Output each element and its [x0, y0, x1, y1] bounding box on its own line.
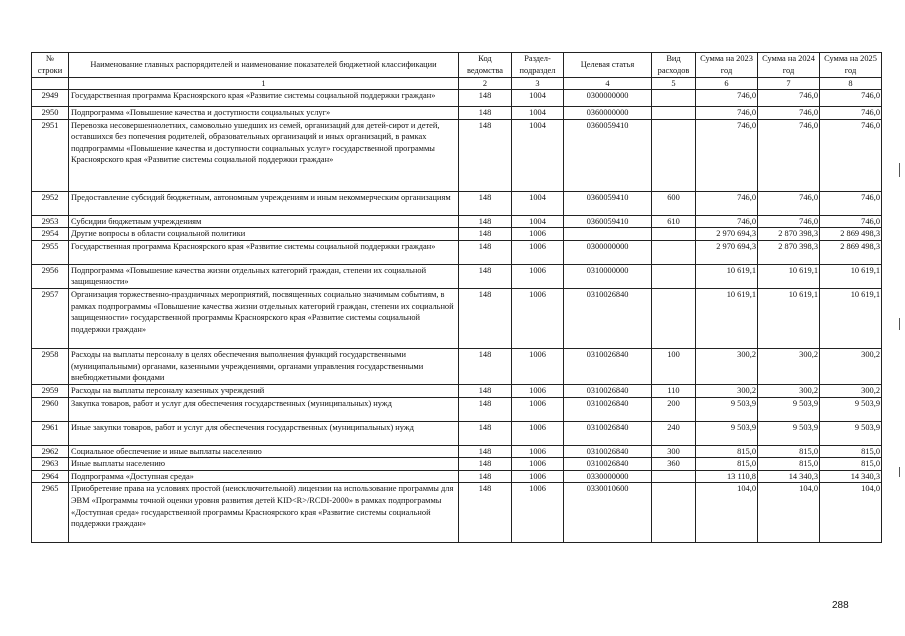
sum-2024: 746,0: [758, 90, 820, 107]
target-article: 0300000000: [564, 240, 652, 264]
sum-2025: 746,0: [820, 90, 882, 107]
sum-2025: 10 619,1: [820, 264, 882, 288]
target-article: 0360059410: [564, 119, 652, 191]
row-name: Подпрограмма «Повышение качества и доступности социальных услуг»: [69, 107, 459, 120]
expense-type: 200: [652, 397, 696, 421]
row-name: Государственная программа Красноярского края «Развитие системы социальной поддержки граждан»: [69, 240, 459, 264]
row-name: Предоставление субсидий бюджетным, автономным учреждениям и иным некоммерческим организациям: [69, 191, 459, 215]
header-target-article: Целевая статья: [564, 53, 652, 78]
row-name: Перевозка несовершеннолетних, самовольно ушедших из семей, организаций для детей-сирот и детей, оставшихся без попечения родителей, образовательных организаций и иных организаций, в рамках подпрограммы «Повышение качества и доступности социальных услуг» государственной программы Красноярского края «Развитие системы социальной поддержки граждан»: [69, 119, 459, 191]
row-number: 2955: [32, 240, 69, 264]
sum-2025: 746,0: [820, 119, 882, 191]
department-code: 148: [459, 228, 512, 241]
table-row: [32, 421, 882, 445]
target-article: 0310026840: [564, 288, 652, 348]
department-code: 148: [459, 107, 512, 120]
budget-table: [31, 52, 882, 543]
target-article: 0310000000: [564, 264, 652, 288]
expense-type: 240: [652, 421, 696, 445]
section-code: 1006: [512, 483, 564, 543]
row-number: 2961: [32, 421, 69, 445]
sum-2025: 746,0: [820, 215, 882, 228]
sum-2023: 746,0: [696, 215, 758, 228]
section-code: 1004: [512, 191, 564, 215]
section-code: 1006: [512, 348, 564, 384]
sum-2023: 10 619,1: [696, 288, 758, 348]
sum-2024: 2 870 398,3: [758, 240, 820, 264]
sum-2024: 746,0: [758, 107, 820, 120]
department-code: 148: [459, 264, 512, 288]
section-code: 1006: [512, 421, 564, 445]
target-article: 0360000000: [564, 107, 652, 120]
section-code: 1006: [512, 397, 564, 421]
row-number: 2952: [32, 191, 69, 215]
target-article: 0310026840: [564, 397, 652, 421]
scan-edge-mark: [899, 163, 900, 177]
row-number: 2957: [32, 288, 69, 348]
sum-2025: 300,2: [820, 348, 882, 384]
department-code: 148: [459, 90, 512, 107]
row-number: 2958: [32, 348, 69, 384]
sum-2023: 815,0: [696, 445, 758, 458]
expense-type: [652, 483, 696, 543]
row-number: 2962: [32, 445, 69, 458]
row-number: 2953: [32, 215, 69, 228]
sum-2024: 2 870 398,3: [758, 228, 820, 241]
table-row: [32, 458, 882, 471]
expense-type: [652, 90, 696, 107]
row-number: 2954: [32, 228, 69, 241]
department-code: 148: [459, 348, 512, 384]
sum-2024: 746,0: [758, 119, 820, 191]
expense-type: 610: [652, 215, 696, 228]
department-code: 148: [459, 240, 512, 264]
expense-type: [652, 119, 696, 191]
column-number: 4: [564, 78, 652, 90]
target-article: [564, 228, 652, 241]
sum-2024: 746,0: [758, 215, 820, 228]
table-row: [32, 397, 882, 421]
section-code: 1004: [512, 107, 564, 120]
table-row: [32, 470, 882, 483]
sum-2025: 300,2: [820, 384, 882, 397]
column-number-row: [32, 78, 882, 90]
row-number: 2960: [32, 397, 69, 421]
column-number: 7: [758, 78, 820, 90]
header-expense-type: Вид расходов: [652, 53, 696, 78]
table-row: [32, 240, 882, 264]
sum-2025: 10 619,1: [820, 288, 882, 348]
row-name: Другие вопросы в области социальной политики: [69, 228, 459, 241]
expense-type: [652, 470, 696, 483]
department-code: 148: [459, 288, 512, 348]
table-row: [32, 483, 882, 543]
expense-type: 110: [652, 384, 696, 397]
sum-2024: 9 503,9: [758, 397, 820, 421]
header-row-number: № строки: [32, 53, 69, 78]
expense-type: 100: [652, 348, 696, 384]
header-section: Раздел-подраздел: [512, 53, 564, 78]
department-code: 148: [459, 421, 512, 445]
row-name: Расходы на выплаты персоналу в целях обеспечения выполнения функций государственными (муниципальными) органами, казенными учреждениями, органами управления государственными внебюджетными фондами: [69, 348, 459, 384]
department-code: 148: [459, 483, 512, 543]
row-name: Социальное обеспечение и иные выплаты населению: [69, 445, 459, 458]
expense-type: [652, 264, 696, 288]
table-row: [32, 348, 882, 384]
sum-2023: 746,0: [696, 90, 758, 107]
budget-document: [31, 52, 881, 543]
department-code: 148: [459, 458, 512, 471]
table-row: [32, 119, 882, 191]
table-row: [32, 384, 882, 397]
sum-2025: 746,0: [820, 107, 882, 120]
department-code: 148: [459, 191, 512, 215]
target-article: 0330010600: [564, 483, 652, 543]
section-code: 1004: [512, 119, 564, 191]
sum-2023: 9 503,9: [696, 421, 758, 445]
sum-2023: 104,0: [696, 483, 758, 543]
target-article: 0310026840: [564, 384, 652, 397]
sum-2023: 815,0: [696, 458, 758, 471]
row-number: 2951: [32, 119, 69, 191]
table-row: [32, 228, 882, 241]
target-article: 0310026840: [564, 445, 652, 458]
row-number: 2965: [32, 483, 69, 543]
section-code: 1006: [512, 228, 564, 241]
scan-edge-mark: [899, 318, 900, 330]
section-code: 1006: [512, 470, 564, 483]
sum-2023: 746,0: [696, 191, 758, 215]
sum-2023: 9 503,9: [696, 397, 758, 421]
expense-type: [652, 240, 696, 264]
header-sum-2025: Сумма на 2025 год: [820, 53, 882, 78]
row-name: Расходы на выплаты персоналу казенных учреждений: [69, 384, 459, 397]
scan-edge-mark: [899, 467, 900, 477]
sum-2025: 9 503,9: [820, 397, 882, 421]
column-number: 3: [512, 78, 564, 90]
sum-2024: 14 340,3: [758, 470, 820, 483]
row-name: Закупка товаров, работ и услуг для обеспечения государственных (муниципальных) нужд: [69, 397, 459, 421]
table-row: [32, 107, 882, 120]
department-code: 148: [459, 397, 512, 421]
row-number: 2950: [32, 107, 69, 120]
sum-2025: 104,0: [820, 483, 882, 543]
row-number: 2959: [32, 384, 69, 397]
target-article: 0300000000: [564, 90, 652, 107]
section-code: 1006: [512, 458, 564, 471]
section-code: 1006: [512, 445, 564, 458]
sum-2023: 2 970 694,3: [696, 240, 758, 264]
sum-2023: 13 110,8: [696, 470, 758, 483]
row-name: Субсидии бюджетным учреждениям: [69, 215, 459, 228]
department-code: 148: [459, 445, 512, 458]
sum-2025: 9 503,9: [820, 421, 882, 445]
department-code: 148: [459, 470, 512, 483]
section-code: 1004: [512, 90, 564, 107]
row-name: Иные закупки товаров, работ и услуг для обеспечения государственных (муниципальных) нужд: [69, 421, 459, 445]
row-name: Подпрограмма «Повышение качества жизни отдельных категорий граждан, степени их социальной защищенности»: [69, 264, 459, 288]
expense-type: 600: [652, 191, 696, 215]
section-code: 1006: [512, 264, 564, 288]
target-article: 0360059410: [564, 215, 652, 228]
sum-2025: 746,0: [820, 191, 882, 215]
column-number: 2: [459, 78, 512, 90]
header-name: Наименование главных распорядителей и наименование показателей бюджетной классификации: [69, 53, 459, 78]
sum-2023: 2 970 694,3: [696, 228, 758, 241]
row-number: 2956: [32, 264, 69, 288]
target-article: 0310026840: [564, 348, 652, 384]
expense-type: [652, 107, 696, 120]
sum-2024: 300,2: [758, 384, 820, 397]
sum-2024: 300,2: [758, 348, 820, 384]
target-article: 0310026840: [564, 421, 652, 445]
sum-2025: 2 869 498,3: [820, 240, 882, 264]
department-code: 148: [459, 119, 512, 191]
target-article: 0360059410: [564, 191, 652, 215]
sum-2025: 815,0: [820, 458, 882, 471]
sum-2023: 300,2: [696, 348, 758, 384]
sum-2023: 10 619,1: [696, 264, 758, 288]
row-number: 2949: [32, 90, 69, 107]
sum-2024: 815,0: [758, 458, 820, 471]
header-row: [32, 53, 882, 78]
section-code: 1006: [512, 288, 564, 348]
sum-2023: 746,0: [696, 119, 758, 191]
sum-2023: 300,2: [696, 384, 758, 397]
row-name: Подпрограмма «Доступная среда»: [69, 470, 459, 483]
target-article: 0310026840: [564, 458, 652, 471]
sum-2025: 815,0: [820, 445, 882, 458]
column-number: 6: [696, 78, 758, 90]
sum-2023: 746,0: [696, 107, 758, 120]
table-row: [32, 191, 882, 215]
section-code: 1006: [512, 384, 564, 397]
section-code: 1006: [512, 240, 564, 264]
sum-2024: 104,0: [758, 483, 820, 543]
sum-2024: 9 503,9: [758, 421, 820, 445]
column-number-blank: [32, 78, 69, 90]
header-sum-2024: Сумма на 2024 год: [758, 53, 820, 78]
sum-2024: 10 619,1: [758, 264, 820, 288]
expense-type: [652, 228, 696, 241]
expense-type: [652, 288, 696, 348]
section-code: 1004: [512, 215, 564, 228]
department-code: 148: [459, 215, 512, 228]
sum-2024: 10 619,1: [758, 288, 820, 348]
row-number: 2964: [32, 470, 69, 483]
sum-2024: 746,0: [758, 191, 820, 215]
column-number: 8: [820, 78, 882, 90]
page-number: 288: [832, 600, 849, 611]
sum-2024: 815,0: [758, 445, 820, 458]
row-name: Иные выплаты населению: [69, 458, 459, 471]
table-row: [32, 90, 882, 107]
header-sum-2023: Сумма на 2023 год: [696, 53, 758, 78]
expense-type: 360: [652, 458, 696, 471]
row-number: 2963: [32, 458, 69, 471]
sum-2025: 2 869 498,3: [820, 228, 882, 241]
table-row: [32, 288, 882, 348]
sum-2025: 14 340,3: [820, 470, 882, 483]
column-number: 1: [69, 78, 459, 90]
row-name: Государственная программа Красноярского края «Развитие системы социальной поддержки граждан»: [69, 90, 459, 107]
table-row: [32, 445, 882, 458]
expense-type: 300: [652, 445, 696, 458]
row-name: Организация торжественно-праздничных мероприятий, посвященных социально значимым событиям, в рамках подпрограммы «Повышение качества жизни отдельных категорий граждан, степени их социальной защищенности» государственной программы Красноярского края «Развитие системы социальной поддержки граждан»: [69, 288, 459, 348]
table-row: [32, 215, 882, 228]
column-number: 5: [652, 78, 696, 90]
table-row: [32, 264, 882, 288]
row-name: Приобретение права на условиях простой (неисключительной) лицензии на использование программы для ЭВМ «Программы точной оценки уровня развития детей KID<R>/RCDI-2000» в рамках подпрограммы «Доступная среда» государственной программы Красноярского края «Развитие системы социальной поддержки граждан»: [69, 483, 459, 543]
department-code: 148: [459, 384, 512, 397]
header-department-code: Код ведомства: [459, 53, 512, 78]
target-article: 0330000000: [564, 470, 652, 483]
